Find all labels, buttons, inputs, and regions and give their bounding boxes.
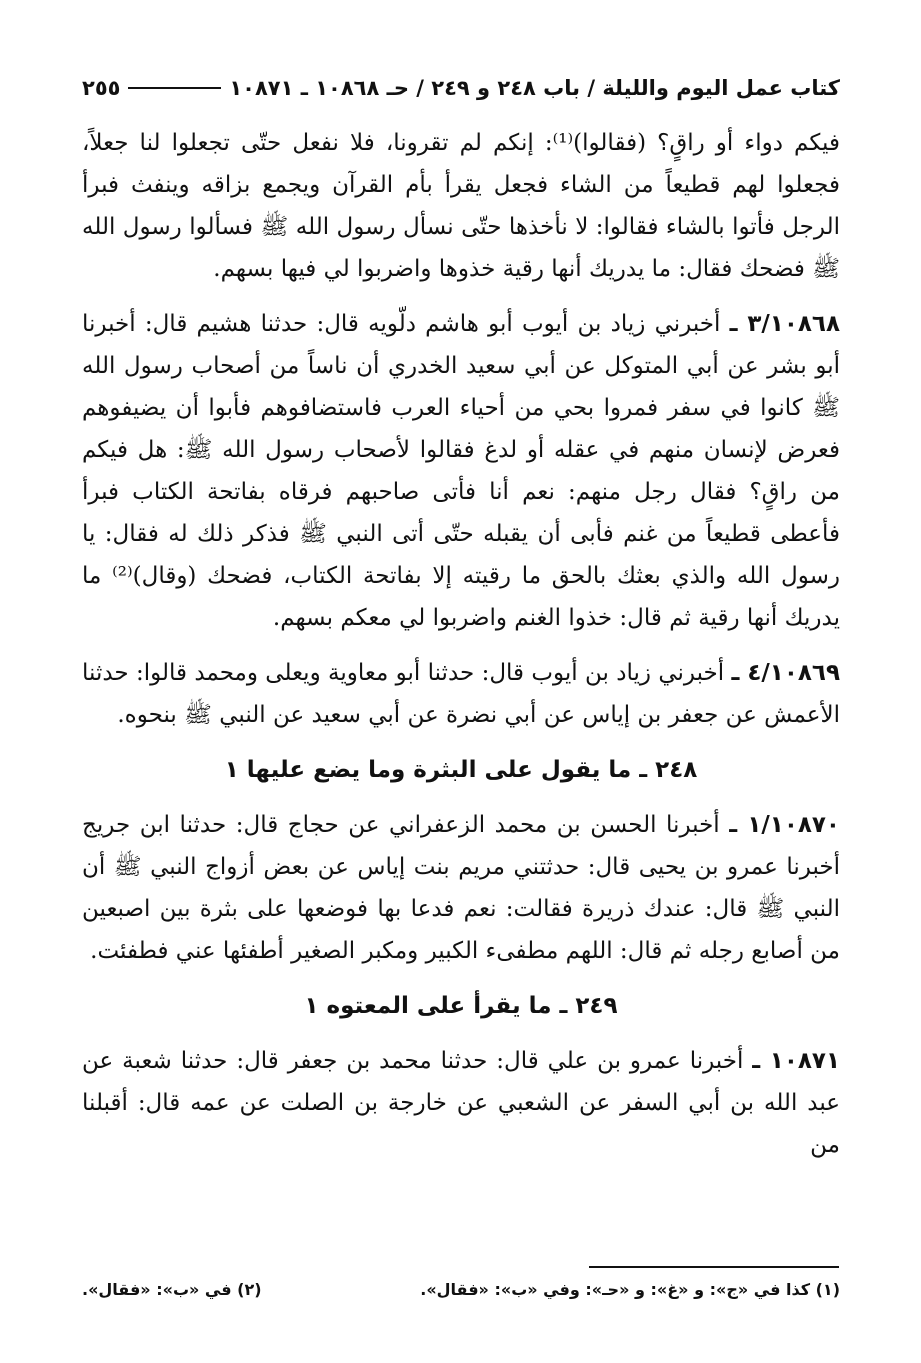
running-head-title: كتاب عمل اليوم والليلة / باب ٢٤٨ و ٢٤٩ / حـ ١٠٨٦٨ ـ ١٠٨٧١ <box>229 76 840 100</box>
running-head <box>82 68 840 108</box>
body-text <box>82 122 840 1179</box>
section-heading-248: ٢٤٨ ـ ما يقول على البثرة وما يضع عليها ۱ <box>224 757 698 783</box>
page-number: ٢٥٥ <box>82 76 121 100</box>
hadith-number: ٤/١٠٨٦٩ ـ <box>731 660 840 686</box>
section-heading-249: ٢٤٩ ـ ما يقرأ على المعتوه ۱ <box>304 993 618 1019</box>
footnote-1: (١) كذا في «ج»: و «غ»: و «حـ»: وفي «ب»: «فقال». <box>420 1280 840 1299</box>
footnote-rule <box>589 1266 839 1268</box>
footnote-2: (٢) في «ب»: «فقال». <box>82 1280 262 1299</box>
hadith-10871 <box>82 1040 840 1166</box>
hadith-10868 <box>82 303 840 639</box>
footnotes <box>82 1276 840 1304</box>
paragraph-continuation <box>82 122 840 290</box>
paragraph-text: فيكم دواء أو راقٍ؟ (فقالوا)⁽¹⁾: إنكم لم تقرونا، فلا نفعل حتّى تجعلوا لنا جعلاً، فجعلوا لهم قطيعاً من الشاء فجعل يقرأ بأم القرآن ويجمع بزاقه وينفث فبرأ الرجل فأتوا بالشاء فقالوا: لا نأخذها حتّى نسأل رسول الله ﷺ فسألوا رسول الله ﷺ فضحك فقال: ما يدريك أنها رقية خذوها واضربوا لي فيها بسهم. <box>82 130 840 282</box>
hadith-number: ١/١٠٨٧٠ ـ <box>729 812 840 838</box>
hadith-10869 <box>82 652 840 736</box>
paragraph-text: أخبرنا عمرو بن علي قال: حدثنا محمد بن جعفر قال: حدثنا شعبة عن عبد الله بن أبي السفر عن الشعبي عن خارجة بن الصلت عن عمه قال: أقبلنا من <box>82 1048 840 1158</box>
running-head-rule <box>128 87 221 89</box>
hadith-10870 <box>82 804 840 972</box>
paragraph-text: أخبرني زياد بن أيوب قال: حدثنا أبو معاوية ويعلى ومحمد قالوا: حدثنا الأعمش عن جعفر بن إياس عن أبي نضرة عن أبي سعيد عن النبي ﷺ بنحوه. <box>82 660 840 728</box>
paragraph-text: أخبرنا الحسن بن محمد الزعفراني عن حجاج قال: حدثنا ابن جريج أخبرنا عمرو بن يحيى قال: حدثتني مريم بنت إياس عن بعض أزواج النبي ﷺ أن النبي ﷺ قال: عندك ذريرة فقالت: نعم فدعا بها فوضعها على بثرة بين اصبعين من أصابع رجله ثم قال: اللهم مطفىء الكبير ومكبر الصغير أطفئها عني فطفئت. <box>82 812 840 964</box>
hadith-number: ٣/١٠٨٦٨ ـ <box>729 311 840 337</box>
paragraph-text: أخبرني زياد بن أيوب أبو هاشم دلّويه قال: حدثنا هشيم قال: أخبرنا أبو بشر عن أبي المتوكل عن أبي سعيد الخدري أن ناساً من أصحاب رسول الله ﷺ كانوا في سفر فمروا بحي من أحياء العرب فاستضافوهم فأبوا أن يضيفوهم فعرض لإنسان منهم في عقله أو لدغ فقالوا لأصحاب رسول الله ﷺ: هل فيكم من راقٍ؟ فقال رجل منهم: نعم أنا فأتى صاحبهم فرقاه بفاتحة الكتاب فبرأ فأعطى قطيعاً من غنم فأبى أن يقبله حتّى أتى النبي ﷺ فذكر ذلك له فقال: يا رسول الله والذي بعثك بالحق ما رقيته إلا بفاتحة الكتاب، فضحك (وقال)⁽²⁾ ما يدريك أنها رقية ثم قال: خذوا الغنم واضربوا لي معكم بسهم. <box>82 311 840 631</box>
hadith-number: ١٠٨٧١ ـ <box>752 1048 840 1074</box>
